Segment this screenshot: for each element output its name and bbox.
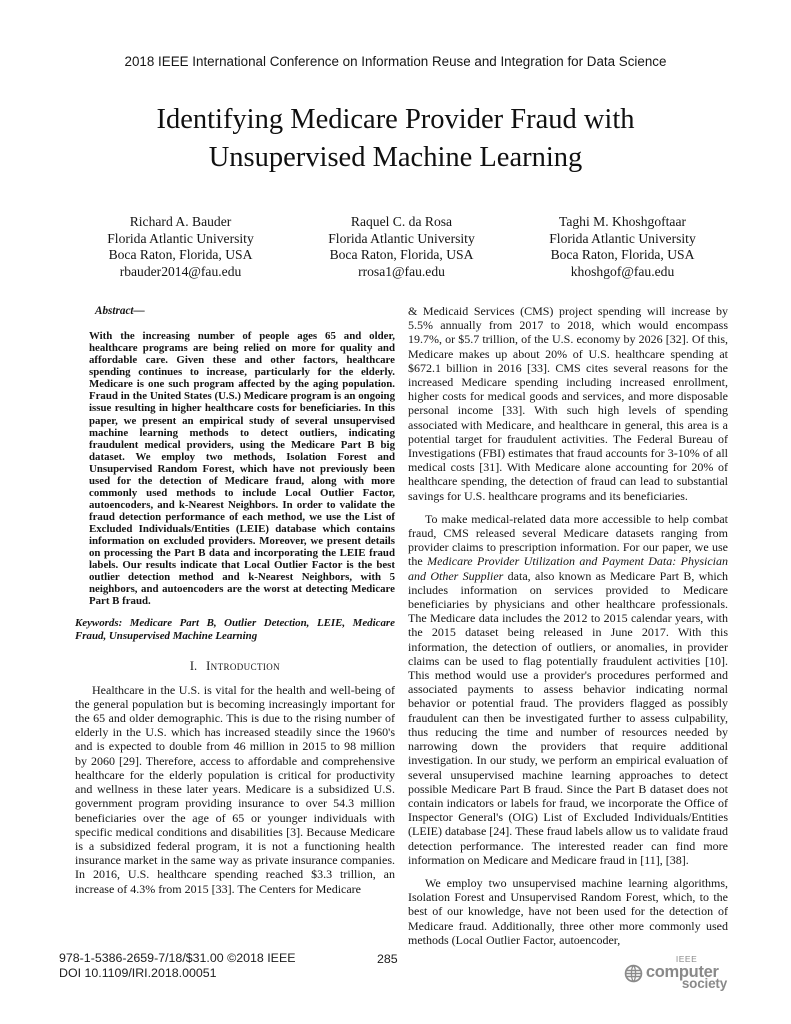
left-column	[75, 304, 395, 947]
page-number: 285	[377, 952, 398, 966]
ieee-cs-globe-icon	[624, 964, 643, 988]
author-email: rbauder2014@fau.edu	[119, 263, 242, 279]
dataset-name-italic: Medicare Provider Utilization and Payment Data: Physician and Other Supplier	[408, 554, 728, 583]
section-heading-introduction	[75, 659, 395, 673]
author-name: Richard A. Bauder	[129, 214, 232, 229]
right-paragraph-2	[408, 512, 728, 867]
author-affiliation: Florida Atlantic University	[549, 230, 696, 246]
right-paragraph-2-end: data, also known as Medicare Part B, which includes information on services provided to Medicare beneficiaries by physicians and other healthcare professionals. The Medicare data includes the 2012 to 2015 calendar years, with the 2015 dataset being released in June 2017. With this information, the detection of outliers, or anomalies, in provider claims can be used to flag potentially fraudulent activities [10]. This method would use a provider's procedures performed and associated payments to assess behavior indicating normal behavior or potential fraud. The providers flagged as possibly fraudulent can then be investigated further to assess culpability, thus reducing the time and number of resources needed by narrowing down the providers that require additional investigation. In our study, we perform an empirical evaluation of several unsupervised machine learning approaches to detect possible Medicare Part B fraud. Since the Part B dataset does not contain indicators or labels for fraud, we incorporate the Office of Inspector General's (OIG) List of Excluded Individuals/Entities (LEIE) database [24]. These fraud labels allow us to validate fraud detection performance. The interested reader can find more information on Medicare and Medicare fraud in [11], [38].	[408, 568, 728, 867]
ieee-cs-logo-computer: computer	[645, 963, 719, 981]
author-block-1	[70, 214, 291, 280]
author-affiliation: Florida Atlantic University	[328, 230, 475, 246]
right-paragraph-2-start: To make medical-related data more accessible to help combat fraud, CMS released several Medicare datasets ranging from provider claims to prescription information. For our paper, we use the	[408, 511, 728, 569]
ieee-computer-society-logo	[624, 955, 727, 990]
intro-paragraph-1: Healthcare in the U.S. is vital for the health and well-being of the general population but is becoming increasingly important for the 65 and older demographic. This is due to the rising number of elderly in the U.S. which has increased steadily since the 1960's and is expected to double from 46 million in 2015 to 98 million by 2060 [29]. Therefore, access to affordable and comprehensive healthcare for the elderly population is critical for productivity and wellness in these later years. Medicare is a subsidized U.S. government program providing insurance to over 54.3 million beneficiaries over the age of 65 or younger individuals with specific medical conditions and disabilities [3]. Because Medicare is a subsidized federal program, it is not a functioning health insurance market in the same way as private insurance companies. In 2016, U.S. healthcare spending reached $3.3 trillion, an increase of 4.3% from 2015 [33]. The Centers for Medicare	[75, 682, 395, 896]
abstract-text: With the increasing number of people ages 65 and older, healthcare programs are being relied on more for quality and affordable care. Given these and other factors, healthcare spending continues to increase, particularly for the elderly. Medicare is one such program affected by the aging population. Fraud in the United States (U.S.) Medicare program is an ongoing issue resulting in higher healthcare costs for beneficiaries. In this paper, we present an empirical study of several unsupervised machine learning methods to detect outliers, indicating fraudulent medical providers, using the Medicare Part B big dataset. We employ two methods, Isolation Forest and Unsupervised Random Forest, which have not previously been used for the detection of Medicare fraud, along with more commonly used methods to include Local Outlier Factor, autoencoders, and k-Nearest Neighbors. In order to validate the fraud detection performance of each method, we use the List of Excluded Individuals/Entities (LEIE) database which contains information on excluded providers. Moreover, we present details on processing the Part B data and incorporating the LEIE fraud labels. Our results indicate that Local Outlier Factor is the best outlier detection method and k-Nearest Neighbors, with 5 neighbors, and autoencoders are the worst at detecting Medicare Part B fraud.	[89, 330, 395, 608]
author-email: rrosa1@fau.edu	[358, 263, 445, 279]
copyright-line: 978-1-5386-2659-7/18/$31.00 ©2018 IEEE	[59, 951, 296, 965]
paper-title-line1: Identifying Medicare Provider Fraud with	[156, 104, 635, 135]
author-block-2	[291, 214, 512, 280]
author-name: Raquel C. da Rosa	[350, 214, 453, 229]
right-paragraph-1: & Medicaid Services (CMS) project spending will increase by 5.5% annually from 2017 to 2018, which would encompass 19.7%, or $5.7 trillion, of the U.S. economy by 2026 [32]. Of this, Medicare makes up about 20% of U.S. healthcare spending at $672.1 billion in 2016 [33]. CMS cites several reasons for the increased Medicare spending including increased enrollment, higher costs for medical goods and services, and more disposable personal income [33]. With such high levels of spending associated with Medicare, and healthcare in general, this area is a potential target for fraudulent activities. The Federal Bureau of Investigations (FBI) estimates that fraud accounts for 3-10% of all medical costs [31]. With Medicare alone accounting for 20% of healthcare spending, the detection of fraud can lead to substantial savings for U.S. healthcare programs and its beneficiaries.	[408, 304, 728, 503]
footer-copyright-block	[59, 951, 295, 981]
paper-title-line2: Unsupervised Machine Learning	[208, 142, 583, 173]
paper-title	[0, 101, 791, 177]
right-paragraph-3: We employ two unsupervised machine learning algorithms, Isolation Forest and Unsupervised Random Forest, which, to the best of our knowledge, have not been used for the detection of Medicare fraud. Additionally, three other more commonly used methods (Local Outlier Factor, autoencoder,	[408, 875, 728, 947]
doi-line: DOI 10.1109/IRI.2018.00051	[59, 966, 217, 980]
keywords-text: Keywords: Medicare Part B, Outlier Detection, LEIE, Medicare Fraud, Unsupervised Machine Learning	[75, 617, 395, 642]
ieee-cs-logo-text	[646, 955, 727, 990]
authors-row	[70, 214, 733, 280]
section-number: I.	[189, 659, 198, 674]
right-column	[408, 304, 728, 947]
author-name: Taghi M. Khoshgoftaar	[558, 214, 687, 229]
section-title: Introduction	[206, 659, 281, 674]
author-location: Boca Raton, Florida, USA	[329, 247, 474, 263]
author-block-3	[512, 214, 733, 280]
two-column-body	[75, 304, 728, 947]
conference-header: 2018 IEEE International Conference on Information Reuse and Integration for Data Science	[124, 54, 667, 69]
author-affiliation: Florida Atlantic University	[107, 230, 254, 246]
ieee-cs-logo-society: society	[681, 976, 727, 991]
author-email: khoshgof@fau.edu	[570, 263, 675, 279]
author-location: Boca Raton, Florida, USA	[550, 247, 695, 263]
ieee-cs-logo-ieee: IEEE	[675, 954, 698, 964]
author-location: Boca Raton, Florida, USA	[108, 247, 253, 263]
abstract-label: Abstract—	[95, 305, 145, 317]
